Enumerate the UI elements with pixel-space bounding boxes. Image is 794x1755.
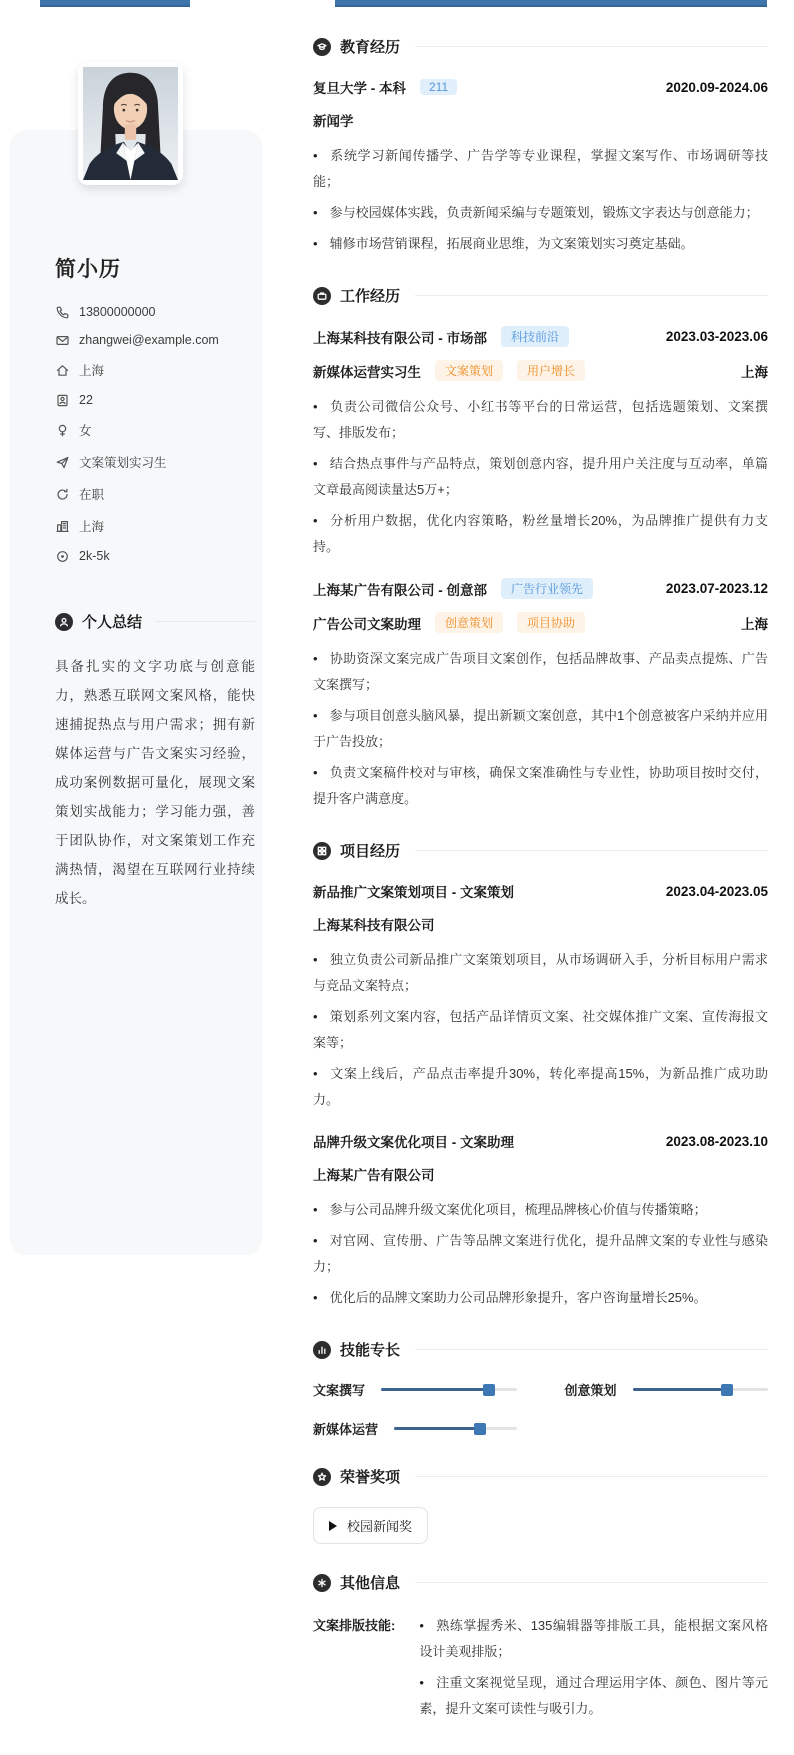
projects-header bbox=[313, 840, 768, 861]
medal-star-icon bbox=[313, 1468, 331, 1486]
other-title: 其他信息 bbox=[340, 1575, 401, 1592]
bullet-item: • 参与项目创意头脑风暴，提出新颖文案创意，其中1个创意被客户采纳并应用于广告投放； bbox=[313, 703, 768, 755]
bullet-item: • 优化后的品牌文案助力公司品牌形象提升，客户咨询量增长25%。 bbox=[313, 1285, 768, 1311]
slider-handle[interactable] bbox=[483, 1384, 495, 1396]
contact-item-age bbox=[55, 393, 255, 407]
bullet-item: • 分析用户数据，优化内容策略，粉丝量增长20%，为品牌推广提供有力支持。 bbox=[313, 508, 768, 560]
contact-item-salary bbox=[55, 549, 255, 563]
education-bullets bbox=[313, 143, 768, 257]
role-tag: 用户增长 bbox=[517, 360, 585, 381]
skill-row bbox=[565, 1380, 769, 1399]
bullet-item: • 协助资深文案完成广告项目文案创作，包括品牌故事、产品卖点提炼、广告文案撰写； bbox=[313, 646, 768, 698]
contact-intention-value: 文案策划实习生 bbox=[79, 456, 167, 470]
work-title: 工作经历 bbox=[340, 288, 401, 305]
bullet-item: • 参与校园媒体实践，负责新闻采编与专题策划，锻炼文字表达与创意能力； bbox=[313, 200, 768, 226]
portrait-illustration bbox=[83, 67, 178, 180]
project-entry bbox=[313, 881, 768, 1113]
education-header bbox=[313, 36, 768, 57]
phone-icon bbox=[55, 305, 69, 319]
contact-email-value: zhangwei@example.com bbox=[79, 333, 219, 347]
contact-item-home bbox=[55, 361, 255, 379]
skill-name: 创意策划 bbox=[564, 1383, 617, 1398]
project-entry bbox=[313, 1131, 768, 1311]
slider-handle[interactable] bbox=[721, 1384, 733, 1396]
skill-row bbox=[313, 1419, 517, 1438]
section-projects bbox=[313, 840, 768, 1311]
work-date: 2023.07-2023.12 bbox=[665, 581, 768, 596]
section-honors bbox=[313, 1466, 768, 1544]
bullet-item: • 负责公司微信公众号、小红书等平台的日常运营，包括选题策划、文案撰写、排版发布； bbox=[313, 394, 768, 446]
age-icon bbox=[55, 393, 69, 407]
skills-header bbox=[313, 1339, 768, 1360]
contact-item-email bbox=[55, 333, 255, 347]
project-name: 品牌升级文案优化项目 - 文案助理 bbox=[313, 1135, 514, 1150]
divider bbox=[415, 1349, 768, 1350]
bullet-item: • 辅修市场营销课程，拓展商业思维，为文案策划实习奠定基础。 bbox=[313, 231, 768, 257]
project-name: 新品推广文案策划项目 - 文案策划 bbox=[313, 885, 514, 900]
slider-fill bbox=[394, 1427, 480, 1430]
skill-name: 文案撰写 bbox=[313, 1383, 366, 1398]
intention-icon bbox=[55, 455, 69, 469]
bullet-item: • 注重文案视觉呈现，通过合理运用字体、颜色、图片等元素，提升文案可读性与吸引力。 bbox=[405, 1670, 768, 1722]
work-date: 2023.03-2023.06 bbox=[665, 329, 768, 344]
honors-header bbox=[313, 1466, 768, 1487]
home-icon bbox=[55, 363, 69, 377]
candidate-name: 简小历 bbox=[55, 258, 121, 281]
divider bbox=[415, 1476, 768, 1477]
contact-salary-value: 2k-5k bbox=[79, 549, 110, 563]
education-entry bbox=[313, 77, 768, 257]
school-name: 复旦大学 - 本科 bbox=[313, 81, 406, 96]
work-location: 上海 bbox=[741, 364, 768, 380]
major-name: 新闻学 bbox=[313, 114, 354, 129]
resume-main-column bbox=[313, 36, 768, 1755]
contact-item-gender bbox=[55, 421, 255, 439]
person-icon bbox=[55, 613, 73, 631]
project-company: 上海某科技有限公司 bbox=[313, 918, 435, 933]
skill-name: 新媒体运营 bbox=[313, 1422, 379, 1437]
project-bullets bbox=[313, 1197, 768, 1311]
bullet-item: • 文案上线后，产品点击率提升30%，转化率提高15%，为新品推广成功助力。 bbox=[313, 1061, 768, 1113]
project-date: 2023.08-2023.10 bbox=[665, 1133, 768, 1149]
section-skills bbox=[313, 1339, 768, 1438]
graduation-cap-icon bbox=[313, 38, 331, 56]
section-education bbox=[313, 36, 768, 257]
bullet-item: • 策划系列文案内容，包括产品详情页文案、社交媒体推广文案、宣传海报文案等； bbox=[313, 1004, 768, 1056]
work-entry bbox=[313, 578, 768, 812]
other-info-label: 文案排版技能: bbox=[313, 1618, 396, 1633]
top-accent-bar-left bbox=[40, 0, 190, 7]
bullet-item: • 熟练掌握秀米、135编辑器等排版工具，能根据文案风格设计美观排版； bbox=[405, 1613, 768, 1665]
honor-item-button[interactable] bbox=[313, 1507, 428, 1544]
slider-fill bbox=[381, 1388, 489, 1391]
company-name: 上海某科技有限公司 - 市场部 bbox=[313, 330, 487, 346]
work-entry bbox=[313, 326, 768, 560]
bullet-item: • 对官网、宣传册、广告等品牌文案进行优化，提升品牌文案的专业性与感染力； bbox=[313, 1228, 768, 1280]
contact-item-status bbox=[55, 485, 255, 503]
skills-title: 技能专长 bbox=[340, 1342, 401, 1359]
contact-item-job-intention bbox=[55, 453, 255, 471]
other-bullets bbox=[405, 1613, 768, 1727]
status-icon bbox=[55, 487, 69, 501]
profile-photo bbox=[78, 62, 183, 185]
bullet-item: • 系统学习新闻传播学、广告学等专业课程，掌握文案写作、市场调研等技能； bbox=[313, 143, 768, 195]
city-icon bbox=[55, 519, 69, 533]
honors-title: 荣誉奖项 bbox=[340, 1469, 401, 1486]
summary-section-header bbox=[55, 611, 255, 632]
divider bbox=[415, 850, 768, 851]
contact-home-value: 上海 bbox=[79, 364, 105, 378]
other-info-row bbox=[313, 1613, 768, 1727]
summary-text: 具备扎实的文字功底与创意能力，熟悉互联网文案风格，能快速捕捉热点与用户需求；拥有新媒体运营与广告文案实习经验，成功案例数据可量化，展现文案策划实战能力；学习能力强，善于团队协作，对文案策划工作充满热情，渴望在互联网行业持续成长。 bbox=[55, 659, 255, 906]
work-bullets bbox=[313, 394, 768, 560]
bullet-item: • 结合热点事件与产品特点，策划创意内容，提升用户关注度与互动率，单篇文章最高阅读量达5万+； bbox=[313, 451, 768, 503]
gender-icon bbox=[55, 423, 69, 437]
role-name: 新媒体运营实习生 bbox=[313, 364, 421, 380]
divider bbox=[155, 621, 255, 622]
role-name: 广告公司文案助理 bbox=[313, 616, 421, 632]
divider bbox=[415, 46, 768, 47]
skill-slider[interactable] bbox=[381, 1388, 516, 1391]
contact-age-value: 22 bbox=[79, 393, 93, 407]
bar-chart-icon bbox=[313, 1341, 331, 1359]
mail-icon bbox=[55, 333, 69, 347]
section-other bbox=[313, 1572, 768, 1727]
company-name: 上海某广告有限公司 - 创意部 bbox=[313, 582, 487, 598]
play-icon bbox=[329, 1521, 337, 1531]
top-accent-bar-right bbox=[335, 0, 767, 7]
slider-handle[interactable] bbox=[474, 1423, 486, 1435]
role-tag: 项目协助 bbox=[517, 612, 585, 633]
contact-gender-value: 女 bbox=[79, 424, 92, 438]
education-title: 教育经历 bbox=[340, 39, 401, 56]
bullet-item: • 独立负责公司新品推广文案策划项目，从市场调研入手，分析目标用户需求与竞品文案特点； bbox=[313, 947, 768, 999]
slider-fill bbox=[633, 1388, 728, 1391]
contact-phone-value: 13800000000 bbox=[79, 305, 156, 319]
project-date: 2023.04-2023.05 bbox=[665, 883, 768, 899]
salary-icon bbox=[55, 549, 69, 563]
bullet-item: • 负责文案稿件校对与审核，确保文案准确性与专业性，协助项目按时交付，提升客户满意度。 bbox=[313, 760, 768, 812]
project-bullets bbox=[313, 947, 768, 1113]
divider bbox=[415, 1582, 768, 1583]
divider bbox=[415, 295, 768, 296]
company-tag: 科技前沿 bbox=[501, 326, 569, 347]
briefcase-icon bbox=[313, 287, 331, 305]
role-tag: 文案策划 bbox=[435, 360, 503, 381]
school-badge: 211 bbox=[420, 79, 457, 95]
asterisk-star-icon bbox=[313, 1574, 331, 1592]
education-date: 2020.09-2024.06 bbox=[665, 79, 768, 95]
work-location: 上海 bbox=[741, 616, 768, 632]
skill-row bbox=[313, 1380, 517, 1399]
skill-slider[interactable] bbox=[633, 1388, 768, 1391]
other-header bbox=[313, 1572, 768, 1593]
skills-grid bbox=[313, 1380, 768, 1438]
skill-slider[interactable] bbox=[394, 1427, 516, 1430]
section-work bbox=[313, 285, 768, 812]
bullet-item: • 参与公司品牌升级文案优化项目，梳理品牌核心价值与传播策略； bbox=[313, 1197, 768, 1223]
role-tag: 创意策划 bbox=[435, 612, 503, 633]
contact-item-city bbox=[55, 517, 255, 535]
grid-icon bbox=[313, 842, 331, 860]
contact-status-value: 在职 bbox=[79, 488, 105, 502]
company-tag: 广告行业领先 bbox=[501, 578, 593, 599]
project-company: 上海某广告有限公司 bbox=[313, 1168, 435, 1183]
honor-item-label: 校园新闻奖 bbox=[347, 1519, 413, 1534]
work-bullets bbox=[313, 646, 768, 812]
contact-list bbox=[55, 305, 255, 563]
projects-title: 项目经历 bbox=[340, 843, 401, 860]
contact-item-phone bbox=[55, 305, 255, 319]
summary-title: 个人总结 bbox=[82, 614, 143, 631]
work-header bbox=[313, 285, 768, 306]
contact-city-value: 上海 bbox=[79, 520, 105, 534]
